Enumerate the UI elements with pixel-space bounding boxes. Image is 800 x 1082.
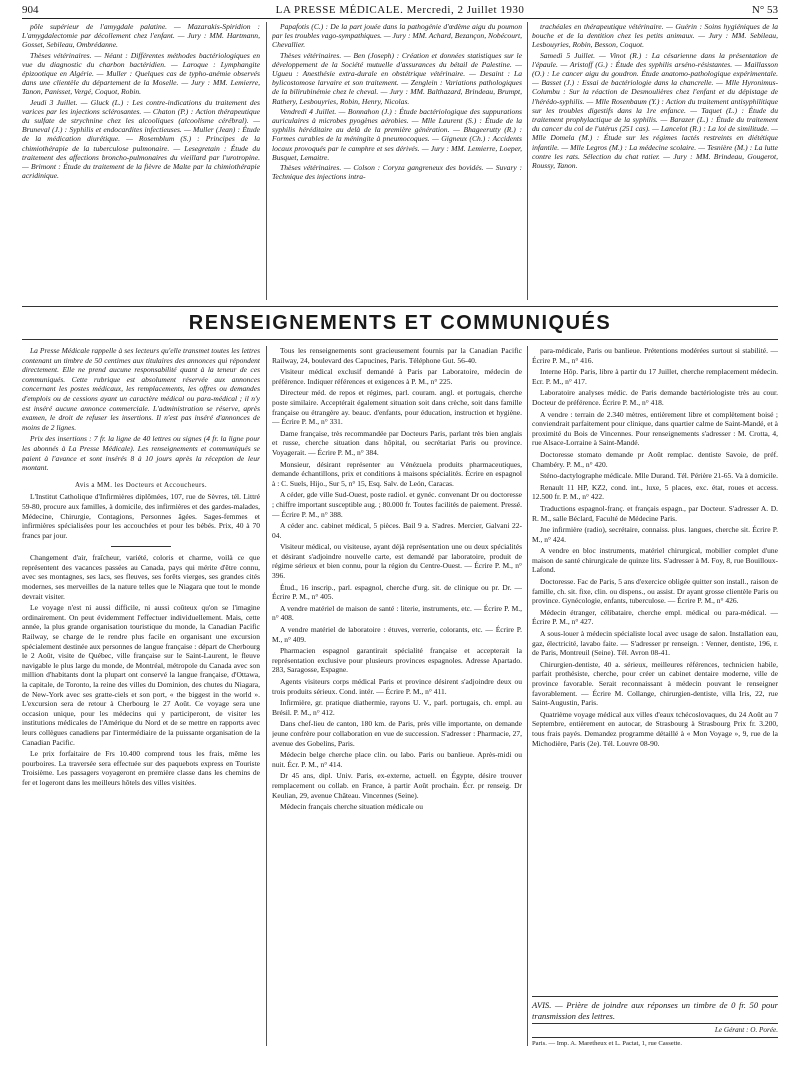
classified-ad: Dr 45 ans, dipl. Univ. Paris, ex-externe, actuell. en Égypte, désire trouver remplacement ou collab. en France, à partir Août prochain. Écr. pr renseig. Dr Keulian, 29, avenue Château. Vincennes (Seine).	[272, 771, 522, 800]
theses-paragraph: trachéales en thérapeutique vétérinaire. — Guérin : Soins hygiéniques de la bouche et de la dentition chez les petits animaux. — Jury : MM. Sebileau, Lesbouyries, Robin, Besson, Coquot.	[532, 22, 778, 50]
classified-ad: A vendre en bloc instruments, matériel chirurgical, mobilier complet d'une maison de santé chirurgicale de quinze lits. S'adresser à M. Foy, 8, rue Bouilloux-Lafond.	[532, 546, 778, 575]
canada-paragraph: Le voyage n'est ni aussi difficile, ni aussi coûteux qu'on se l'imagine ordinairement. On peut évidemment l'effectuer individuellement. Mais, cette année, la plus grande organisation touristique du monde, la Canadian Pacific Railway, se charge de le rendre plus facile en organisant une excursion spécialement destinée aux personnes de langue française : départ de Cherbourg le 2 Août, visite de Québec, ville française sur le Saint-Laurent, le fleuve navigable le plus large du monde, de Montréal, métropole du Canada avec son million d'habitants dont la plupart ont conservé la langue française, d'Ottawa, la capitale, de Toronto, la reine des villes du Dominion, des chutes du Niagara, de New-York avec ses gratte-ciels et son port, « the biggest in the world ». L'excursion sera de retour à Cherbourg le 27 Août. Ce voyage sera une occasion unique, pour les médecins qui y participeront, de visiter les institutions médicales de l'Amérique du Nord et de se mettre en rapports avec leurs collègues canadiens par l'intermédiaire de la puissante organisation de la Canadian Pacific.	[22, 603, 260, 747]
avis-notice: AVIS. — Prière de joindre aux réponses un timbre de 0 fr. 50 pour transmission des lettres.	[532, 1000, 778, 1021]
classified-ad: A vendre : terrain de 2.340 mètres, entièrement libre et complètement boisé ; conviendrait parfaitement pour clinique, dans quartier calme de Saint-Mandé, et à proximité du Bois de Vincennes. Pour renseignements s'adresser : M. Crotta, 4, rue Alsace-Lorraine à Saint-Mandé.	[532, 409, 778, 448]
theses-paragraph: Papafotis (C.) : De la part jouée dans la pathogénie d'œdème aigu du poumon par les troubles vago-sympathiques. — Jury : MM. Achard, Bezançon, Nobécourt, Chevallier.	[272, 22, 522, 50]
classified-ad: Traductions espagnol-franç. et français espagn., par Docteur. S'adresser A. D. R. M., salle Béclard, Faculté de Médecine Paris.	[532, 503, 778, 523]
issue-number: N° 53	[751, 4, 778, 16]
theses-paragraph: pôle supérieur de l'amygdale palatine. — Mazarakis-Spiridion : L'amygdalectomie par décollement chez l'enfant. — Jury : MM. Hartmann, Gosset, Sebileau, Ombrédanne.	[22, 22, 260, 50]
intro-notice: La Presse Médicale rappelle à ses lecteurs qu'elle transmet toutes les lettres contenant un timbre de 50 centimes aux titulaires des annonces qui répondent directement. Elle ne prend aucune responsabilité quant à la teneur de ces communiqués. Cette rubrique est absolument réservée aux annonces concernant les postes médicaux, les remplacements, les offres ou demandes d'emplois ou de cessions ayant un caractère médical ou para-médical ; il n'y est inséré aucune annonce commerciale. L'administration se réserve, après examen, le droit de refuser les insertions. Il n'est pas inséré d'annonces de moins de 2 lignes.	[22, 346, 260, 432]
classified-ad: Monsieur, désirant représenter au Vénézuela produits pharmaceutiques, demande échantillons, prix et conditions à maisons spécialités. Écrire en espagnol à : C. Suels, Hijo., Sur 5, n° 15, Esq. Salv. de León, Caracas.	[272, 459, 522, 488]
classified-ad: Dame française, très recommandée par Docteurs Paris, parlant très bien anglais et russe, cherche situation dans hôpital, ou secrétariat Paris ou province. Voyagerait. — Écrire P. M., n° 384.	[272, 428, 522, 457]
classified-ad: Visiteur médical, ou visiteuse, ayant déjà représentation une ou deux spécialités et désirant s'adjoindre nouvelle carte, est demandé par laboratoire, produit de régime sérieux et bien connu, pour la région du Centre-Ouest. — Écrire P. M., n° 396.	[272, 542, 522, 581]
classified-ad: A céder, gde ville Sud-Ouest, poste radiol. et gynéc. convenant Dr ou doctoresse ; chiffre important susceptible aug. ; 80.000 fr. Toutes facilités de paiement. Pressé. — Écrire P. M., n° 388.	[272, 490, 522, 519]
classified-ad: Jne infirmière (radio), secrétaire, connaiss. plus. langues, cherche sit. Écrire P. M., n° 424.	[532, 525, 778, 544]
classified-ad: Médecin belge cherche place clin. ou labo. Paris ou banlieue. Après-midi ou nuit. Écr. P. M., n° 414.	[272, 750, 522, 769]
notices-column-3	[532, 346, 778, 994]
theses-paragraph: Jeudi 3 Juillet. — Gluck (L.) : Les contre-indications du traitement des varices par les injections sclérosantes. — Chaton (P.) : Action thérapeutique du sulfate de strychnine chez les alcooliques (alcoolisme cérébral). — Bruneval (J.) : Syphilis et endocardites infectieuses. — Muller (Jean) : Étude de la médication diurétique. — Rosemblum (S.) : Principes de la chimiothérapie de la tuberculose pulmonaire. — Lesegretain : Étude du traitement des affections broncho-pulmonaires du vieillard par l'urotropine. — Brimont : Étude du traitement de la fièvre de Malte par la chimiothérapie acridinique.	[22, 97, 260, 181]
section-banner: RENSEIGNEMENTS ET COMMUNIQUÉS	[188, 312, 612, 334]
classified-ad: Dans chef-lieu de canton, 180 km. de Paris, près ville importante, on demande jeune confrère pour collaboration en vue de succession. S'adresser : Pharmacie, 27, avenue des Gobelins, Paris.	[272, 719, 522, 748]
classified-ad: Pharmacien espagnol garantirait spécialité française et accepterait la représentation exclusive pour plusieurs provinces espagnoles. Adresse Apartado. 283, Saragosse, Espagne.	[272, 646, 522, 675]
theses-paragraph: Thèses vétérinaires. — Ben (Joseph) : Création et données statistiques sur le développement de la Société mutuelle d'assurances du bétail de Palestine. — Ugueu : Anesthésie extra-durale en obstétrique vétérinaire. — Desaint : La bylicostomose larvaire et son traitement. — Zenglein : Variations pathologiques de la bilirubinémie chez le cheval. — Jury : MM. Balthazard, Brindeau, Brumpt, Rathery, Lesbouyries, Robin, Henry, Nicolas.	[272, 50, 522, 106]
avis-rule	[532, 1023, 778, 1024]
classified-ad: A vendre matériel de maison de santé : literie, instruments, etc. — Écrire P. M., n° 408.	[272, 603, 522, 623]
theses-column-2	[272, 22, 522, 300]
theses-paragraph: Thèses vétérinaires. — Colson : Coryza gangreneux des bovidés. — Suvary : Technique des injections intra-	[272, 163, 522, 182]
classified-ad: Laboratoire analyses médic. de Paris demande bactériologiste très au cour. Docteur de préférence. Écrire P. M., n° 418.	[532, 388, 778, 407]
classified-ad: Chirurgien-dentiste, 40 a. sérieux, meilleures références, technicien habile, parfait prothésiste, cherche, pour créer un cabinet dentaire moderne, ville de province favorable. Serait reconnaissant à médecin pouvant le renseigner favorablement. — Écrire M. Collange, chirurgien-dentiste, villa Iris, 22, rue Saint-Augustin, Paris.	[532, 659, 778, 708]
avis-rule	[532, 996, 778, 997]
classified-ad: Étud., 16 inscrip., parl. espagnol, cherche d'urg. sit. de clinique ou pr. Dr. — Écrire P. M., n° 405.	[272, 582, 522, 602]
institut-notice: L'Institut Catholique d'Infirmières diplômées, 107, rue de Sèvres, tél. Littré 59-80, procure aux familles, à domicile, des infirmières et des gardes-malades, Médecine, Chirurgie, Contagions, Personnes âgées. Sages-femmes et infirmières spécialisées pour les accouchées et pour les bébés. Prix, 40 à 70 francs par jour.	[22, 492, 260, 540]
notices-column-2	[272, 346, 522, 1076]
classified-ad: para-médicale, Paris ou banlieue. Prétentions modérées surtout si stabilité. — Écrire P. M., n° 416.	[532, 346, 778, 365]
theses-paragraph: Vendredi 4 Juillet. — Bonnahon (J.) : Étude bactériologique des suppurations auriculaires à microbes pyogènes aérobies. — Mlle Laurent (S.) : Étude de la syphilis héréditaire au delà de la première génération. — Bhageerutty (R.) : Formes curables de la méningite à pneumocoques. — Gigneux (Ch.) : Accidents locaux provoqués par le camphre et ses dérivés. — Jury : MM. Lemierre, Loeper, Busquet, Lemaitre.	[272, 106, 522, 162]
divider	[111, 546, 171, 547]
classified-ad: A vendre matériel de laboratoire : étuves, verrerie, colorants, etc. — Écrire P. M., n° 409.	[272, 625, 522, 644]
classified-ad: Quatrième voyage médical aux villes d'eaux tchécoslovaques, du 24 Août au 7 Septembre, entièrement en autocar, de Strasbourg à Strasbourg Prix fr. 3.200, tous frais payés. Demandez programme détaillé à « Mon Voyage », 9, rue de la Michodière, Paris (2e). Tél. Louvre 08-90.	[532, 709, 778, 748]
journal-title: LA PRESSE MÉDICALE. Mercredi, 2 Juillet 1930	[275, 4, 525, 16]
price-notice: Prix des insertions : 7 fr. la ligne de 40 lettres ou signes (4 fr. la ligne pour les abonnés à La Presse Médicale). Les renseignements et communiqués se paient à l'avance et sont insérés 8 à 10 jours après la réception de leur montant.	[22, 434, 260, 473]
theses-column-1	[22, 22, 260, 300]
theses-paragraph: Thèses vétérinaires. — Néant : Différentes méthodes bactériologiques en vue du diagnostic du charbon bactéridien. — Laroque : Lymphangite épizootique en Algérie. — Muller : Quelques cas de typho-anémie observés dans une clientèle du département de la Moselle. — Jury : MM. Lemierre, Tanon, Panisset, Vergé, Coquot, Robin.	[22, 50, 260, 97]
canada-paragraph: Le prix forfaitaire de Frs 10.400 comprend tous les frais, même les pourboires. La traversée sera effectuée sur des paquebots express en Touriste Troisième. Les passagers voyageront en première classe dans les chemins de fer et logeront dans les meilleurs hôtels des villes visitées.	[22, 749, 260, 787]
classified-ad: Doctoresse. Fac de Paris, 5 ans d'exercice obligée quitter son install., raison de famille, ch. sit. fixe, clin. ou dispens., ou assist. Dr ayant grosse clientèle Paris ou province. Gynécologie, enfants, tuberculose. — Écrire P. M., n° 426.	[532, 577, 778, 606]
column-divider	[266, 346, 267, 1046]
theses-column-3	[532, 22, 778, 300]
classified-ad: Médecin étranger, célibataire, cherche empl. médical ou para-médical. — Écrire P. M., n° 427.	[532, 607, 778, 627]
column-divider	[527, 346, 528, 1046]
classified-ad: Interne Hôp. Paris, libre à partir du 17 Juillet, cherche remplacement médecin. Ecr. P. M., n° 417.	[532, 367, 778, 386]
classified-ad: Agents visiteurs corps médical Paris et province désirent s'adjoindre deux ou trois produits sérieux. Cond. intér. — Écrire P. M., n° 411.	[272, 677, 522, 696]
section-rule	[22, 306, 778, 307]
classified-ad: Doctoresse stomato demande pr Août remplac. dentiste Savoie, de préf. Chambéry. P. M., n° 420.	[532, 449, 778, 469]
classified-ad: Médecin français cherche situation médicale ou	[280, 802, 424, 812]
section-rule	[22, 339, 778, 340]
classified-ad: Sténo-dactylographe médicale. Mlle Durand. Tél. Périère 21-65. Va à domicile.	[540, 471, 778, 481]
avis-heading: Avis a MM. les Docteurs et Accoucheurs.	[74, 480, 208, 489]
classified-ad: Visiteur médical exclusif demandé à Paris par Laboratoire, médecin de préférence. Indiquer références et exigences à P. M., n° 225.	[272, 367, 522, 386]
gerant-line: Le Gérant : O. Porée.	[714, 1026, 778, 1034]
page-number: 904	[22, 4, 39, 16]
classified-ad: A céder anc. cabinet médical, 5 pièces. Bail 9 a. S'adres. Mercier, Galvani 22-04.	[272, 521, 522, 540]
notices-column-1	[22, 346, 260, 1076]
canada-paragraph: Changement d'air, fraîcheur, variété, coloris et charme, voilà ce que représentent des vacances passées au Canada, pays qui mérite d'être connu, avec ses montagnes, ses lacs, ses fleuves, ses forêts vierges, ses grandes cités modernes, ses merveilles de la nature telles que le Niagara que tout le monde devrait visiter.	[22, 553, 260, 601]
classified-ad: Tous les renseignements sont gracieusement fournis par la Canadian Pacific Railway, 24, boulevard des Capucines, Paris. Téléphone Gut. 56-40.	[272, 346, 522, 365]
classified-ad: A sous-louer à médecin spécialiste local avec usage de salon. Installation eau, gaz, électricité, lavabo faite. — S'adresser pr renseign. : Venner, dentiste, 196, r. de Paris, Montreuil (Seine). Tél. Avron 08-41.	[532, 629, 778, 658]
classified-ad: Directeur méd. de repos et régimes, parl. couram. angl. et portugais, cherche poste similaire. Acceptérait également situation soit dans crèche, soit dans famille française ou étrangère ay. beauc. d'enfants, pour éducation, instruction et hygiène. — Écrire P. M., n° 331.	[272, 388, 522, 427]
column-divider	[527, 22, 528, 300]
theses-paragraph: Samedi 5 Juillet. — Vinot (R.) : La césarienne dans la présentation de l'épaule. — Aristoff (G.) : Étude des syphilis arséno-résistantes. — Maillasson (O.) : Le cancer aigu du goudron. Étude anatomo-pathologique expérimentale. — Basset (J.) : Essai de bactériologie dans la chancrelle. — Mlle Hyronimus-Columbu : Sur la réaction de Desmoulières chez l'enfant et du dépistage de l'hérédo-syphilis. — Mlle Rosenbaum (Y.) : Action du traitement antisyphilitique sur les troubles digestifs dans la 1re enfance. — Taquet (L.) : Étude du traitement prophylactique de la syphilis. — Barazer (L.) : Étude du traitement du cancer du col de l'utérus (251 cas). — Lancelot (R.) : La loi de similitude. — Mlle Domela (M.) : Étude sur les régimes lactés restreints en diététique infantile. — Mlle Legros (M.) : La médecine scolaire. — Tesnière (M.) : La lutte contre les rats. Sélection du chat ratier. — Jury : MM. Brindeau, Gougerot, Roussy, Tanon.	[532, 50, 778, 171]
classified-ad: Infirmière, gr. pratique diathermie, rayons U. V., parl. portugais, ch. empl. au Brésil. P. M., n° 412.	[272, 698, 522, 717]
column-divider	[266, 22, 267, 300]
imprint-rule	[532, 1037, 778, 1038]
printer-imprint: Paris. — Imp. A. Maretheux et L. Pactat, 1, rue Cassette.	[532, 1040, 682, 1047]
running-header	[22, 4, 778, 19]
classified-ad: Renault 11 HP, KZ2, cond. int., luxe, 5 places, exc. état, roues et access. 12.500 fr. P. M., n° 422.	[532, 482, 778, 502]
